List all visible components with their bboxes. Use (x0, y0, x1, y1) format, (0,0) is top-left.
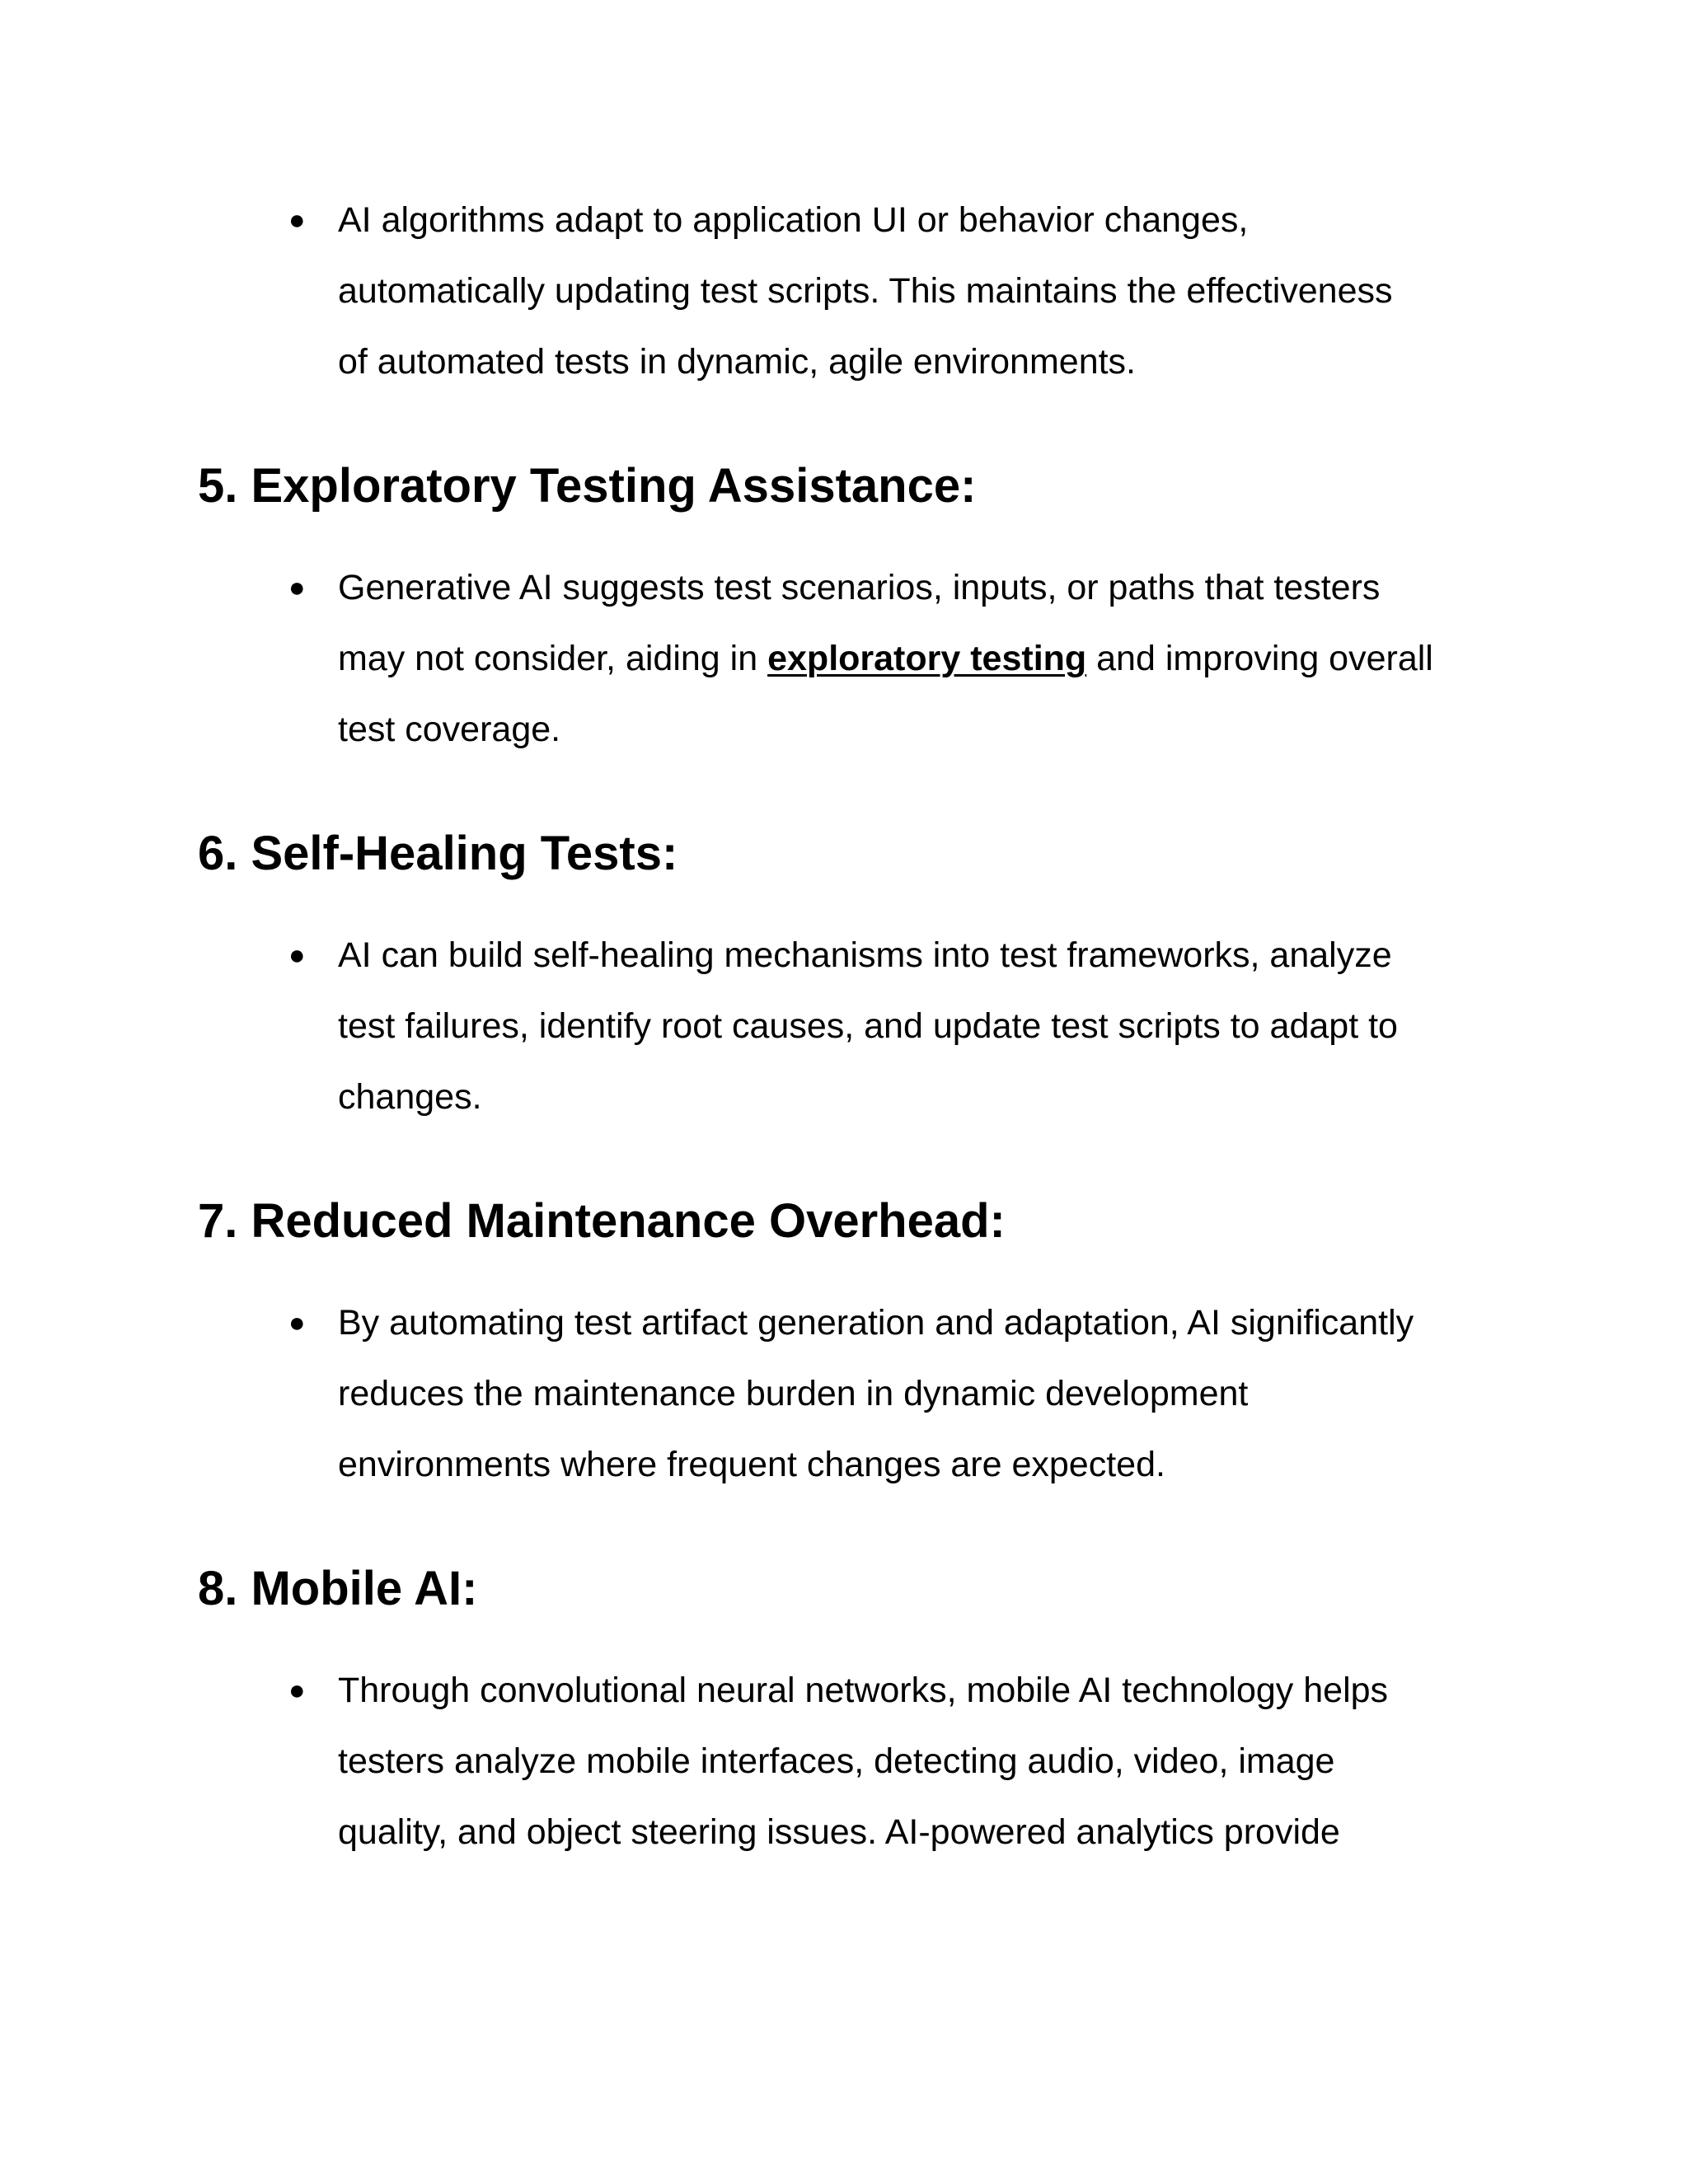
bullet-item (288, 920, 1484, 1132)
bullet-dot-icon: ● (288, 1307, 306, 1338)
bullet-item (288, 1287, 1484, 1500)
bullet-text (338, 185, 1484, 397)
text-line: By automating test artifact generation and adaptation, AI significantly (338, 1303, 1414, 1343)
section-heading: 8. Mobile AI: (198, 1562, 478, 1615)
text-line: automatically updating test scripts. This maintains the effectiveness (338, 271, 1393, 311)
bullet-dot-icon: ● (288, 940, 306, 971)
exploratory-testing-link[interactable]: exploratory testing (767, 639, 1087, 678)
text-line: reduces the maintenance burden in dynamic development (338, 1374, 1249, 1413)
text-line: Generative AI suggests test scenarios, inputs, or paths that testers (338, 568, 1381, 607)
section-heading: 5. Exploratory Testing Assistance: (198, 459, 977, 513)
text-line: test failures, identify root causes, and update test scripts to adapt to (338, 1006, 1398, 1046)
bullet-item (288, 1655, 1484, 1868)
text-line: testers analyze mobile interfaces, detecting audio, video, image (338, 1741, 1335, 1781)
text-line (338, 623, 1484, 694)
text-line: test coverage. (338, 710, 561, 749)
section-heading: 6. Self-Healing Tests: (198, 827, 678, 880)
bullet-dot-icon: ● (288, 572, 306, 603)
bullet-dot-icon: ● (288, 204, 306, 236)
bullet-dot-icon: ● (288, 1675, 306, 1706)
section-heading: 7. Reduced Maintenance Overhead: (198, 1194, 1006, 1248)
text-line: of automated tests in dynamic, agile environments. (338, 342, 1137, 382)
text-line: AI algorithms adapt to application UI or behavior changes, (338, 200, 1249, 240)
bullet-text (338, 920, 1484, 1132)
bullet-item (288, 552, 1484, 765)
bullet-text (338, 1655, 1484, 1868)
bullet-text (338, 552, 1484, 765)
text-line: environments where frequent changes are expected. (338, 1445, 1165, 1484)
text-line: Through convolutional neural networks, mobile AI technology helps (338, 1671, 1389, 1710)
bullet-item (288, 185, 1484, 397)
text-fragment: and improving overall (1086, 639, 1433, 678)
text-fragment: may not consider, aiding in (338, 639, 768, 678)
bullet-text (338, 1287, 1484, 1500)
text-line: quality, and object steering issues. AI-powered analytics provide (338, 1812, 1340, 1852)
text-line: AI can build self-healing mechanisms into test frameworks, analyze (338, 935, 1392, 975)
text-line: changes. (338, 1077, 482, 1117)
